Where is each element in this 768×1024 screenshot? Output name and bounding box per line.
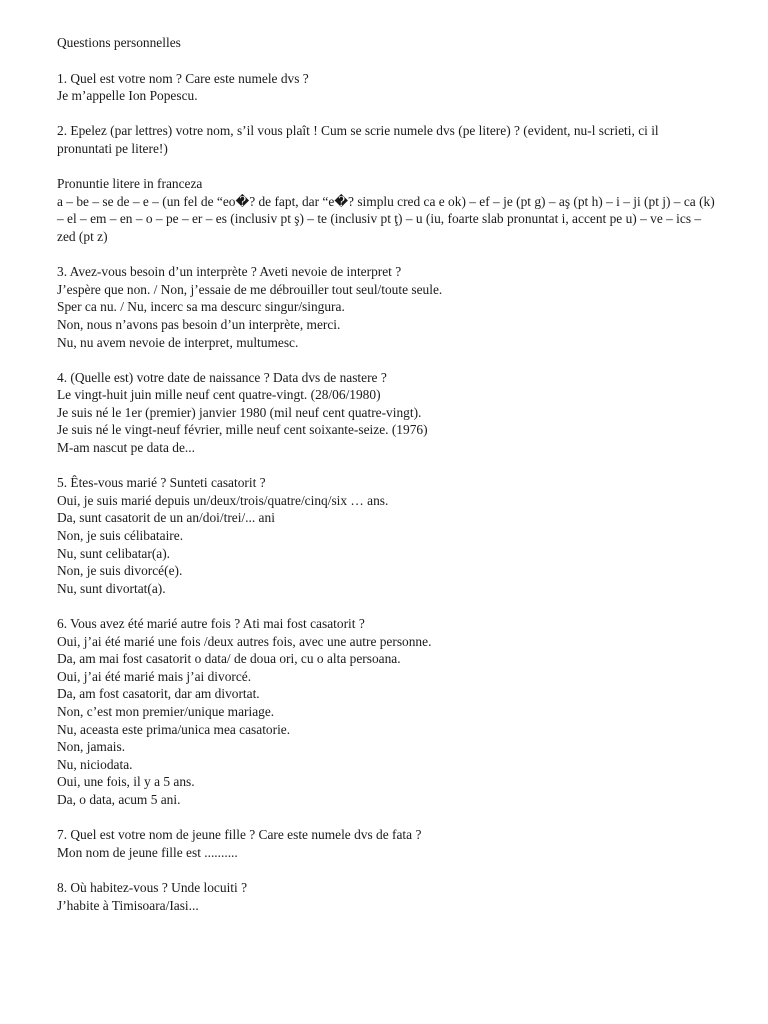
block-heading-line: 8. Où habitez-vous ? Unde locuiti ? (57, 879, 248, 895)
answer-line: Nu, nu avem nevoie de interpret, multumesc. (57, 334, 299, 350)
block-heading-line: 4. (Quelle est) votre date de naissance ? Data dvs de nastere ? (57, 369, 387, 385)
question-block (57, 70, 717, 105)
answer-line: Le vingt-huit juin mille neuf cent quatre-vingt. (28/06/1980) (57, 387, 381, 403)
question-block (57, 826, 717, 861)
answer-line: Je m’appelle Ion Popescu. (57, 88, 198, 104)
question-block (57, 263, 717, 351)
answer-line: Sper ca nu. / Nu, incerc sa ma descurc singur/singura. (57, 299, 345, 315)
answer-line: Nu, aceasta este prima/unica mea casatorie. (57, 721, 291, 737)
block-heading-line: 3. Avez-vous besoin d’un interprète ? Aveti nevoie de interpret ? (57, 264, 402, 280)
answer-line: Je suis né le vingt-neuf février, mille neuf cent soixante-seize. (1976) (57, 422, 428, 438)
answer-line: Non, je suis divorcé(e). (57, 563, 183, 579)
document-page (57, 34, 717, 932)
answer-line: Nu, sunt divortat(a). (57, 580, 166, 596)
answer-line: Non, jamais. (57, 739, 126, 755)
question-block (57, 122, 717, 157)
answer-line: M-am nascut pe data de... (57, 440, 195, 456)
question-block (57, 474, 717, 597)
answer-line: Oui, j’ai été marié mais j’ai divorcé. (57, 668, 252, 684)
answer-line: Da, o data, acum 5 ani. (57, 791, 181, 807)
block-heading-line: 5. Êtes-vous marié ? Sunteti casatorit ? (57, 475, 266, 491)
block-heading-line: 1. Quel est votre nom ? Care este numele dvs ? (57, 70, 309, 86)
question-block (57, 369, 717, 457)
document-title: Questions personnelles (57, 35, 181, 50)
block-heading-line: 2. Epelez (par lettres) votre nom, s’il vous plaît ! Cum se scrie numele dvs (pe litere) ? (evident, nu-l scrieti, ci il pronuntati pe litere!) (57, 123, 659, 156)
answer-line: Nu, sunt celibatar(a). (57, 545, 171, 561)
answer-line: Nu, niciodata. (57, 756, 133, 772)
block-heading-line: Pronuntie litere in franceza (57, 176, 203, 192)
answer-line: Je suis né le 1er (premier) janvier 1980 (mil neuf cent quatre-vingt). (57, 404, 422, 420)
answer-line: Non, c’est mon premier/unique mariage. (57, 703, 275, 719)
answer-line: Da, am fost casatorit, dar am divortat. (57, 686, 260, 702)
answer-line: Da, sunt casatorit de un an/doi/trei/... ani (57, 510, 275, 526)
answer-line: J’habite à Timisoara/Iasi... (57, 897, 199, 913)
answer-line: a – be – se de – e – (un fel de “eo�? de fapt, dar “e�? simplu cred ca e ok) – ef – je (pt g) – aş (pt h) – i – ji (pt j) – ca (k) – el – em – en – o – pe – er – es (inclusiv pt ş) – te (inclusiv pt ţ) – u (iu, foarte slab pronuntat i, accent pe u) – ve – ics – zed (pt z) (57, 193, 715, 244)
answer-line: Non, je suis célibataire. (57, 528, 184, 544)
answer-line: J’espère que non. / Non, j’essaie de me débrouiller tout seul/toute seule. (57, 281, 443, 297)
answer-line: Non, nous n’avons pas besoin d’un interprète, merci. (57, 316, 341, 332)
block-heading-line: 6. Vous avez été marié autre fois ? Ati mai fost casatorit ? (57, 616, 365, 631)
answer-line: Oui, j’ai été marié une fois /deux autres fois, avec une autre personne. (57, 633, 432, 649)
answer-line: Oui, je suis marié depuis un/deux/trois/quatre/cinq/six … ans. (57, 492, 389, 508)
block-heading-line: 7. Quel est votre nom de jeune fille ? Care este numele dvs de fata ? (57, 827, 422, 843)
answer-line: Oui, une fois, il y a 5 ans. (57, 774, 195, 790)
question-block (57, 615, 717, 809)
question-block (57, 175, 717, 245)
document-body (57, 70, 717, 915)
question-block (57, 879, 717, 914)
answer-line: Da, am mai fost casatorit o data/ de doua ori, cu o alta persoana. (57, 651, 401, 667)
answer-line: Mon nom de jeune fille est .......... (57, 844, 238, 860)
